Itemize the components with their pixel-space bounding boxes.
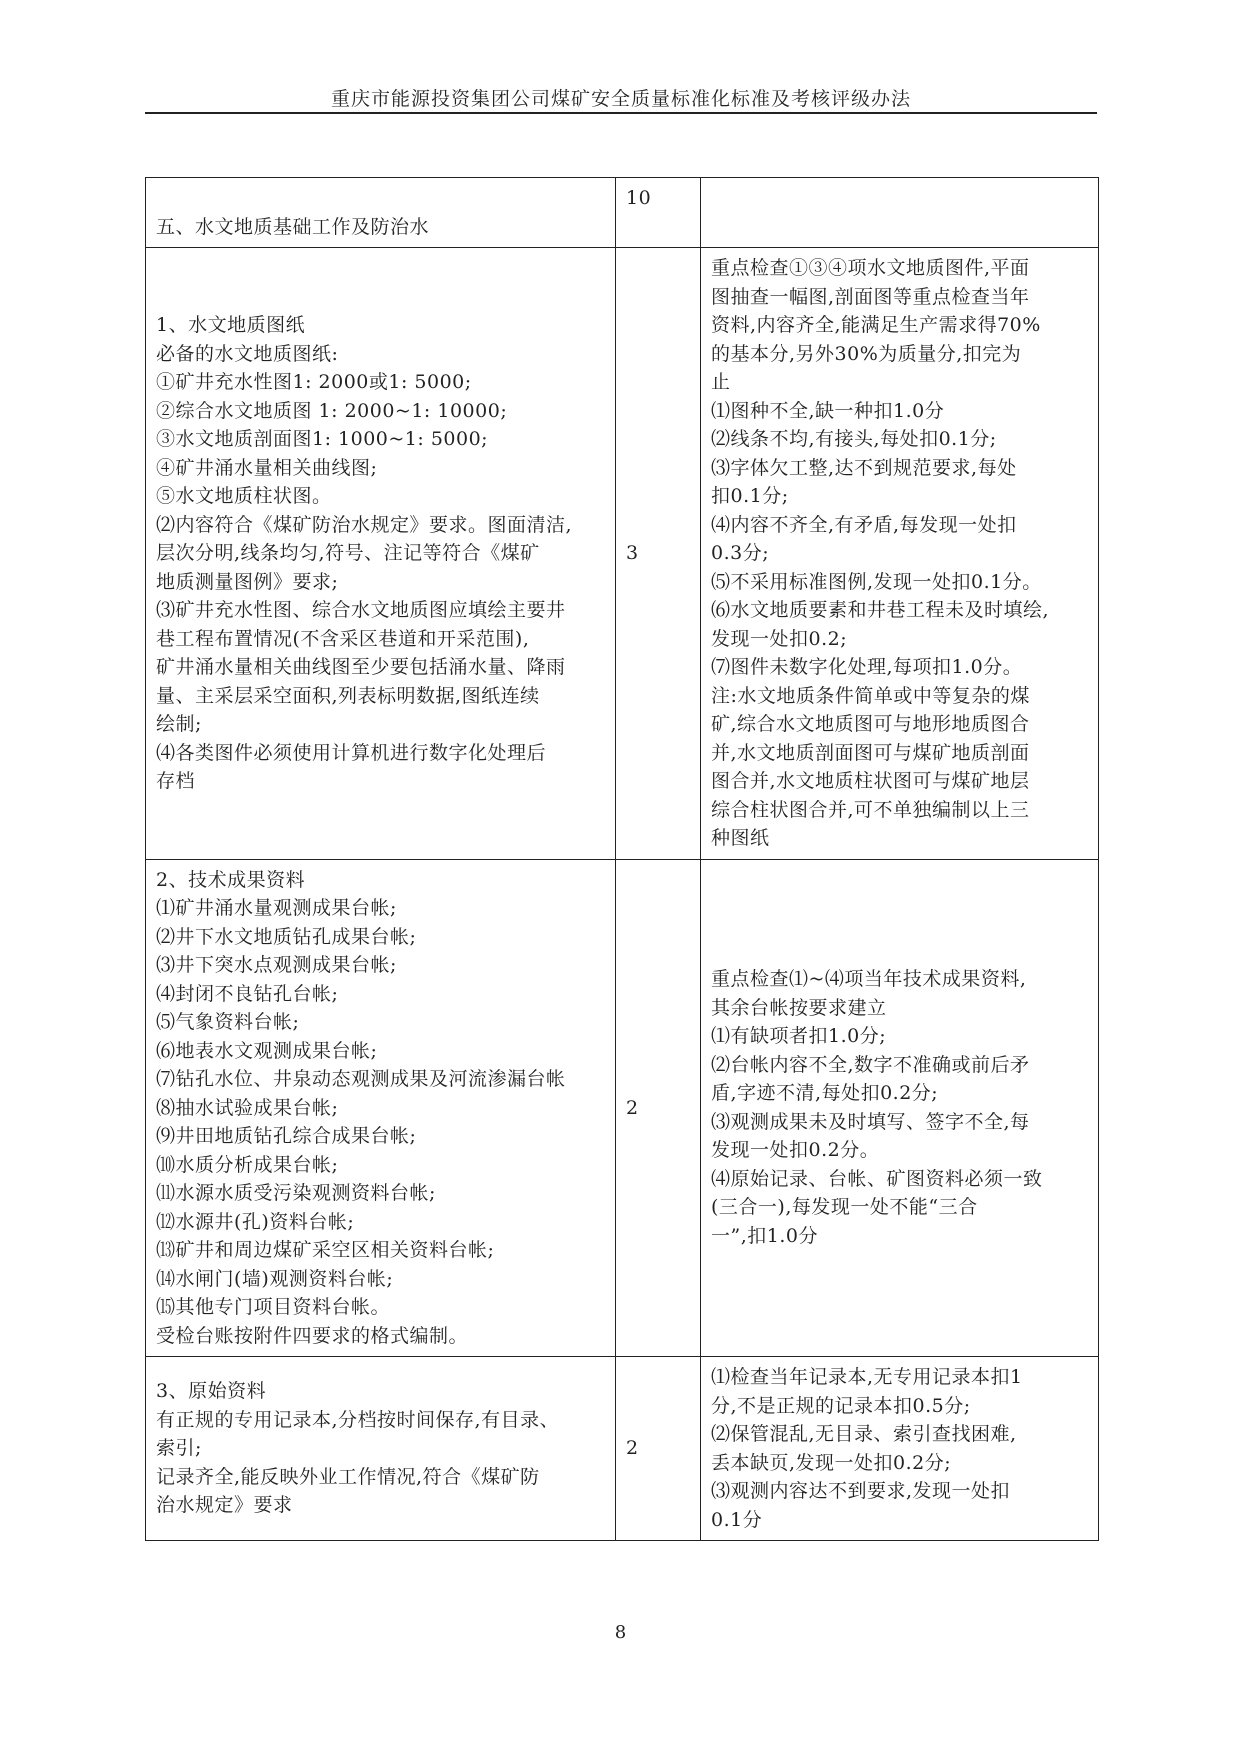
content-line: ⑹地表水文观测成果台帐; <box>156 1039 378 1062</box>
content-line: 有正规的专用记录本,分档按时间保存,有目录、 <box>156 1408 560 1431</box>
content-line: ⑵井下水文地质钻孔成果台帐; <box>156 925 417 948</box>
method-line: 扣0.1分; <box>711 485 789 507</box>
content-line: ⑵内容符合《煤矿防治水规定》要求。图面清洁, <box>156 513 573 536</box>
method-cell <box>701 859 1099 1357</box>
method-line: 0.1分 <box>711 1508 763 1531</box>
method-line: 并,水文地质剖面图可与煤矿地质剖面 <box>711 741 1030 764</box>
content-cell <box>146 248 616 860</box>
score-cell: 10 <box>616 178 701 248</box>
method-line: ⑶观测内容达不到要求,发现一处扣 <box>711 1480 1011 1502</box>
score-cell: 3 <box>616 248 701 860</box>
method-line: 综合柱状图合并,可不单独编制以上三 <box>711 798 1030 821</box>
content-line: ①矿井充水性图1: 2000或1: 5000; <box>156 371 472 393</box>
score-cell: 2 <box>616 859 701 1357</box>
content-line: 地质测量图例》要求; <box>156 570 339 593</box>
content-line: ⒂其他专门项目资料台帐。 <box>156 1296 391 1318</box>
content-line: ⑺钻孔水位、井泉动态观测成果及河流渗漏台帐 <box>156 1068 566 1090</box>
score-cell: 2 <box>616 1357 701 1541</box>
content-line: 记录齐全,能反映外业工作情况,符合《煤矿防 <box>156 1465 540 1488</box>
content-cell <box>146 178 616 248</box>
content-line: ②综合水文地质图 1: 2000~1: 10000; <box>156 399 508 422</box>
content-line: 量、主采层采空面积,列表标明数据,图纸连续 <box>156 684 540 707</box>
method-line: ⑵台帐内容不全,数字不准确或前后矛 <box>711 1053 1030 1076</box>
content-line: 绘制; <box>156 713 202 735</box>
content-line: ⑷封闭不良钻孔台帐; <box>156 982 339 1005</box>
method-line: ⑴有缺项者扣1.0分; <box>711 1025 887 1048</box>
content-line: ⑶矿井充水性图、综合水文地质图应填绘主要井 <box>156 599 566 621</box>
table-row <box>146 178 1099 248</box>
content-line: ⑤水文地质柱状图。 <box>156 485 332 507</box>
content-line: ⑼井田地质钻孔综合成果台帐; <box>156 1125 417 1147</box>
method-line: ⑵线条不均,有接头,每处扣0.1分; <box>711 428 997 450</box>
content-line: 索引; <box>156 1437 202 1460</box>
content-line: ⑾水源水质受污染观测资料台帐; <box>156 1182 436 1204</box>
content-line: 矿井涌水量相关曲线图至少要包括涌水量、降雨 <box>156 656 566 678</box>
method-line: ⑶字体欠工整,达不到规范要求,每处 <box>711 456 1017 479</box>
method-line: 图合并,水文地质柱状图可与煤矿地层 <box>711 770 1030 792</box>
method-line: 发现一处扣0.2分。 <box>711 1139 880 1162</box>
content-line: ⑷各类图件必须使用计算机进行数字化处理后 <box>156 741 547 764</box>
method-line: 矿,综合水文地质图可与地形地质图合 <box>711 713 1030 735</box>
method-cell <box>701 178 1099 248</box>
content-line: ⑿水源井(孔)资料台帐; <box>156 1210 355 1233</box>
content-line: ⒁水闸门(墙)观测资料台帐; <box>156 1267 394 1290</box>
method-line: 0.3分; <box>711 542 770 564</box>
method-line: ⑴检查当年记录本,无专用记录本扣1 <box>711 1366 1023 1388</box>
method-cell <box>701 248 1099 860</box>
method-line: ⑶观测成果未及时填写、签字不全,每 <box>711 1110 1030 1133</box>
method-cell <box>701 1357 1099 1541</box>
method-line: 重点检查⑴~⑷项当年技术成果资料, <box>711 968 1027 991</box>
method-line: 丢本缺页,发现一处扣0.2分; <box>711 1451 952 1474</box>
method-line: 一”,扣1.0分 <box>711 1224 818 1247</box>
method-line: 的基本分,另外30%为质量分,扣完为 <box>711 342 1022 365</box>
header-rule <box>145 112 1097 114</box>
content-line: 层次分明,线条均匀,符号、注记等符合《煤矿 <box>156 542 540 564</box>
method-line: 盾,字迹不清,每处扣0.2分; <box>711 1082 939 1105</box>
content-line: 五、水文地质基础工作及防治水 <box>156 215 430 238</box>
method-line: 分,不是正规的记录本扣0.5分; <box>711 1394 971 1417</box>
table-row <box>146 859 1099 1357</box>
method-line: ⑺图件未数字化处理,每项扣1.0分。 <box>711 656 1023 678</box>
content-line: 必备的水文地质图纸: <box>156 342 339 365</box>
content-line: ⑸气象资料台帐; <box>156 1011 300 1033</box>
page-number: 8 <box>614 1622 627 1643</box>
method-line: ⑴图种不全,缺一种扣1.0分 <box>711 399 945 422</box>
content-line: ⑽水质分析成果台帐; <box>156 1153 339 1176</box>
method-line: 种图纸 <box>711 827 770 849</box>
content-line: 存档 <box>156 770 196 792</box>
standards-table <box>145 177 1099 1541</box>
method-line: ⑹水文地质要素和井巷工程未及时填绘, <box>711 599 1050 621</box>
method-line: 图抽查一幅图,剖面图等重点检查当年 <box>711 285 1030 308</box>
content-cell <box>146 1357 616 1541</box>
method-line: (三合一),每发现一处不能“三合 <box>711 1196 978 1219</box>
method-line: ⑷内容不齐全,有矛盾,每发现一处扣 <box>711 513 1017 536</box>
page-header-title: 重庆市能源投资集团公司煤矿安全质量标准化标准及考核评级办法 <box>330 88 911 110</box>
method-line: 发现一处扣0.2; <box>711 627 848 650</box>
content-line: ④矿井涌水量相关曲线图; <box>156 456 378 479</box>
content-line: ⑻抽水试验成果台帐; <box>156 1096 339 1119</box>
content-cell <box>146 859 616 1357</box>
table-row <box>146 248 1099 860</box>
method-line: ⑸不采用标准图例,发现一处扣0.1分。 <box>711 570 1042 593</box>
method-line: ⑷原始记录、台帐、矿图资料必须一致 <box>711 1167 1043 1190</box>
method-line: 重点检查①③④项水文地质图件,平面 <box>711 257 1030 279</box>
content-line: ⑶井下突水点观测成果台帐; <box>156 954 397 976</box>
content-line: 治水规定》要求 <box>156 1494 293 1517</box>
content-line: 2、技术成果资料 <box>156 868 306 891</box>
method-line: 止 <box>711 371 731 393</box>
content-line: ③水文地质剖面图1: 1000~1: 5000; <box>156 428 489 450</box>
table-row <box>146 1357 1099 1541</box>
method-line: 其余台帐按要求建立 <box>711 996 887 1019</box>
method-line: ⑵保管混乱,无目录、索引查找困难, <box>711 1423 1017 1445</box>
content-line: 1、水文地质图纸 <box>156 314 306 336</box>
content-line: 巷工程布置情况(不含采区巷道和开采范围), <box>156 627 530 650</box>
content-line: ⑴矿井涌水量观测成果台帐; <box>156 897 397 919</box>
content-line: 受检台账按附件四要求的格式编制。 <box>156 1324 469 1347</box>
content-line: ⒀矿井和周边煤矿采空区相关资料台帐; <box>156 1239 495 1261</box>
method-line: 资料,内容齐全,能满足生产需求得70% <box>711 314 1041 336</box>
content-line: 3、原始资料 <box>156 1380 267 1403</box>
method-line: 注:水文地质条件简单或中等复杂的煤 <box>711 684 1030 707</box>
